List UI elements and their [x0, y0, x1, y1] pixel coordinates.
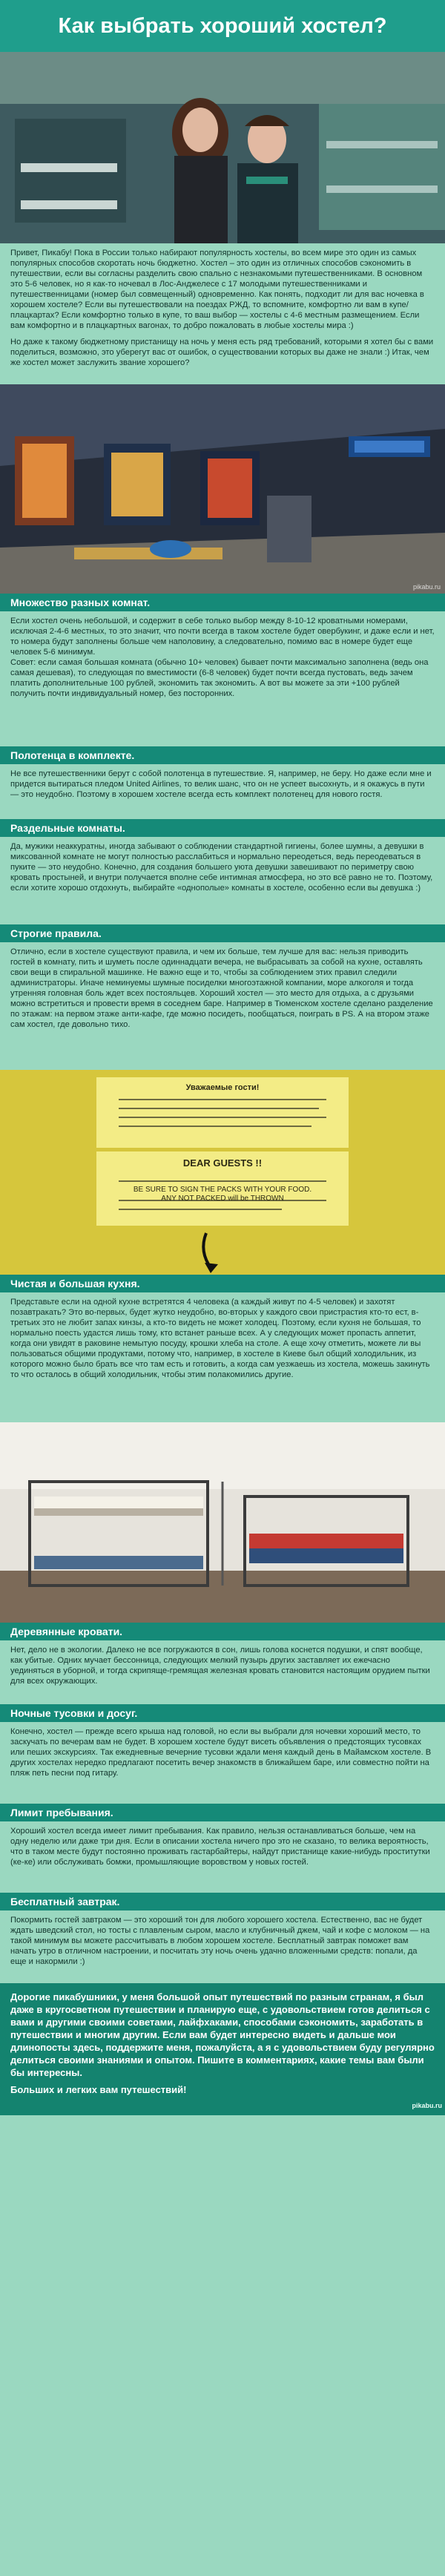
bunk-bed-photo — [0, 1422, 445, 1623]
rules-sign-background — [0, 1070, 445, 1275]
section-body-kitchen: Представьте если на одной кухне встретятся 4 человека (а каждый живут по 4-5 человек) и захотят позавтракать? Это во-первых, будет жутко неудобно, во-вторых у каждого свои пристрастия кто-то ест, в-третьих это не любит запах кинзы, а кто-то видеть не может холодец. Поэтому, если кухня не большая, то нормально поесть удастся лишь тому, кто встанет раньше всех. А у следующих может пропасть аппетит, когда они увидят в раковине немытую посуду, крошки хлеба на столе. А еще хочу отметить, можете ли вы пользоваться общими продуктами, потому что, например, в хостеле в Киеве был общий холодильник, из которого можно было брать все что там есть и готовить, а когда сам уезжаешь из хостела, можешь закинуть то что осталось в общий холодильник, чтобы этим полакомились другие. — [10, 1298, 430, 1379]
section-body-towels: Не все путешественники берут с собой полотенца в путешествие. Я, например, не беру. Но даже если мне и придется вытираться пледом United Airlines, то велик шанс, что он не успеет высохнуть, и я окажусь в пути — это неудобно. Поэтому в хорошем хостеле всегда есть комплект полотенец для нового гостя. — [10, 769, 432, 799]
section-header-rooms: Множество разных комнат. — [0, 594, 445, 611]
footer-appeal: Дорогие пикабушники, у меня большой опыт путешествий по разным странам, я был даже в кругосветном путешествии и планирую еще, с удовольствием готов делиться с вами и другими своими советами, лайфхаками, способами сэкономить, заработать в путешествии и многим другим. Если вам будет интересно видеть и дальше мои длинопосты здесь, поддержите меня, пожалуйста, а я с удовольствием буду регулярно делиться своими знаниями и опытом. Пишите в комментариях, какие темы вам были бы интересны. — [10, 1991, 435, 2078]
section-header-kitchen: Чистая и большая кухня. — [0, 1275, 445, 1292]
airport-image — [0, 384, 445, 594]
section-body-breakfast: Покормить гостей завтраком — это хороший тон для любого хорошего хостела. Естественно, вас не будет ждать шведский стол, но тосты с плавленым сыром, масло и клубничный джем, чай и кофе с молоком — на такой минимум вы можете рассчитывать в любом хорошем хостеле. Бесплатный завтрак поможет вам начать утро в отличном настроении, и посчитать эту ночь очень удачно вложенными средств: попали, да еще и накормили :) — [10, 1916, 430, 1966]
post-title: Как выбрать хороший хостел? — [0, 0, 445, 52]
section-body-rooms: Если хостел очень небольшой, и содержит в себе только выбор между 8-10-12 кроватными номерами, исключая 2-4-6 местных, то это значит, что почти всегда в таком хостеле будет овербукинг, и даже если и нет, то номера будут заполнены больше чем наполовину, а следовательно, помимо вас в номере будет еще человек 5-6 минимум. Совет: если самая большая комната (обычно 10+ человек) бывает почти максимально заполнена (ведь она самая дешевая), то следующая по вместимости (6-8 человек) будет почти всегда пустовать, ведь зачем платить дополнительные 100 рублей, экономить так экономить. А вот вы можете за эти +100 рублей получить почти индивидуальный номер, без посторонних. — [10, 617, 435, 698]
section-body-wooden-beds: Нет, дело не в экологии. Далеко не все погружаются в сон, лишь голова коснется подушки, и спят вообще, как убитые. Одних мучает бессонница, следующих мелкий пузырь других заставляет их ежечасно уединяться в уборной, и тогда скрипяще-гремящая железная кровать становится настоящим орудием пытки для всех окружающих. — [10, 1646, 430, 1686]
footer-watermark: pikabu.ru — [412, 2102, 442, 2109]
intro-paragraph-1: Привет, Пикабу! Пока в России только набирают популярность хостелы, во всем мире это один из самых популярных способов скоротать ночь бюджетно. Хостел – это один из отличных способов сэкономить в путешествии, если вы согласны разделить свою спально с незнакомыми путешественниками. В основном это 5-6 человек, но я как-то ночевал в Лос-Анджелесе с 17 молодыми путешественниками и путешественницами (номер был совмещенный) одновременно. Как понять, подходит ли для вас ночевка в хорошем хостеле? Если вы путешествовали на поездах РЖД, то вспомните, комфортно ли вам в купе/плацкартах? Если комфортно только в купе, то ваш выбор — хостелы с 4-6 местным размещением. Если вам комфортно и в плацкартных вагонах, то добро пожаловать в любые хостелы мира :) — [10, 249, 424, 330]
sign-en-title: DEAR GUESTS !! — [182, 1157, 263, 1169]
section-body-stay-limit: Хороший хостел всегда имеет лимит пребывания. Как правило, нельзя останавливаться больше, чем на одну неделю или даже три дня. Если в описании хостела ничего про это не сказано, то велика вероятность, что в таком месте будут постоянно проживать гастарбайтеры, найдут пристанище какие-нибудь проститутки (ке-ке) или обслуживать бомжи, промышляющие воровством у новых гостей. — [10, 1827, 430, 1867]
hostel-room-image — [0, 52, 445, 243]
section-body-separate-rooms: Да, мужики неаккуратны, иногда забывают о соблюдении стандартной гигиены, более шумны, а девушки в миксованной комнате не могут полностью расслабиться и нормально переодеться, ведь переодеваться в пуките — это неудобно. Конечно, для создания большего уюта девушки завешивают по периметру свою кровать простыней, и внутри получается вполне себе интимная атмосфера, но это всё равно не то. Поэтому, если хотите хорошо отдохнуть, выбирайте «однополые» комнаты в хостеле, особенно если вы девушка :) — [10, 842, 433, 893]
sign-en-body: BE SURE TO SIGN THE PACKS WITH YOUR FOOD. ANY NOT PACKED will be THROWN — [133, 1186, 312, 1203]
airport-photo — [0, 384, 445, 594]
intro-paragraph-2: Но даже к такому бюджетному пристанищу на ночь у меня есть ряд требований, которыми я хотел бы с вами поделиться, возможно, это уберегут вас от ошибок, о существовании которых вы даже не знали :) Итак, чем же хостел может заслужить звание хорошего? — [10, 338, 434, 367]
bunk-bed-image — [0, 1422, 445, 1623]
sign-ru-title: Уважаемые гости! — [185, 1083, 260, 1092]
section-header-separate-rooms: Раздельные комнаты. — [0, 819, 445, 837]
section-header-breakfast: Бесплатный завтрак. — [0, 1893, 445, 1910]
section-header-nightlife: Ночные тусовки и досуг. — [0, 1704, 445, 1722]
intro-text — [0, 243, 445, 384]
section-header-stay-limit: Лимит пребывания. — [0, 1804, 445, 1821]
rules-sign-photo — [0, 1070, 445, 1275]
section-header-wooden-beds: Деревянные кровати. — [0, 1623, 445, 1640]
section-body-rules: Отлично, если в хостеле существуют правила, и чем их больше, тем лучше для вас: нельзя приводить гостей в комнату, пить и шуметь после одиннадцати вечера, не выбрасывать за собой на кухне, оставлять свои вещи в спиральной машинке. Не важно еще и то, чтобы за соблюдением этих правил следили администраторы. Иначе неминуемы шумные посиделки многоэтажной компании, море алкоголя и тогда утренняя головная боль ждет всех постояльцев. Хороший хостел — это место для отдыха, а с друзьями можно встретиться и провести время в соседнем баре. Например в Тюменском хостеле сделано разделение по этажам: на первом этаже анти-кафе, где можно посидеть, пообщаться, поиграть в PS. А на втором этаже сам хостел, где довольно тихо. — [10, 947, 433, 1029]
hostel-room-photo — [0, 52, 445, 243]
watermark: pikabu.ru — [412, 583, 441, 591]
section-header-towels: Полотенца в комплекте. — [0, 746, 445, 764]
section-body-nightlife: Конечно, хостел — прежде всего крыша над головой, но если вы выбрали для ночевки хороший место, то заскучать по вечерам вам не будет. В хорошем хостеле будут висеть объявления о предстоящих тусовках или пеших экскурсиях. Так ежедневные вечерние тусовки ждали меня каждый день в Майамском хостеле. В других хостелах нередко предлагают посетить вечер знакомств в ближайшем баре, или совместно пойти на пляж петь песни под гитару. — [10, 1727, 432, 1778]
post-footer — [0, 1983, 445, 2115]
footer-farewell: Больших и легких вам путешествий! — [10, 2084, 187, 2095]
section-header-rules: Строгие правила. — [0, 924, 445, 942]
